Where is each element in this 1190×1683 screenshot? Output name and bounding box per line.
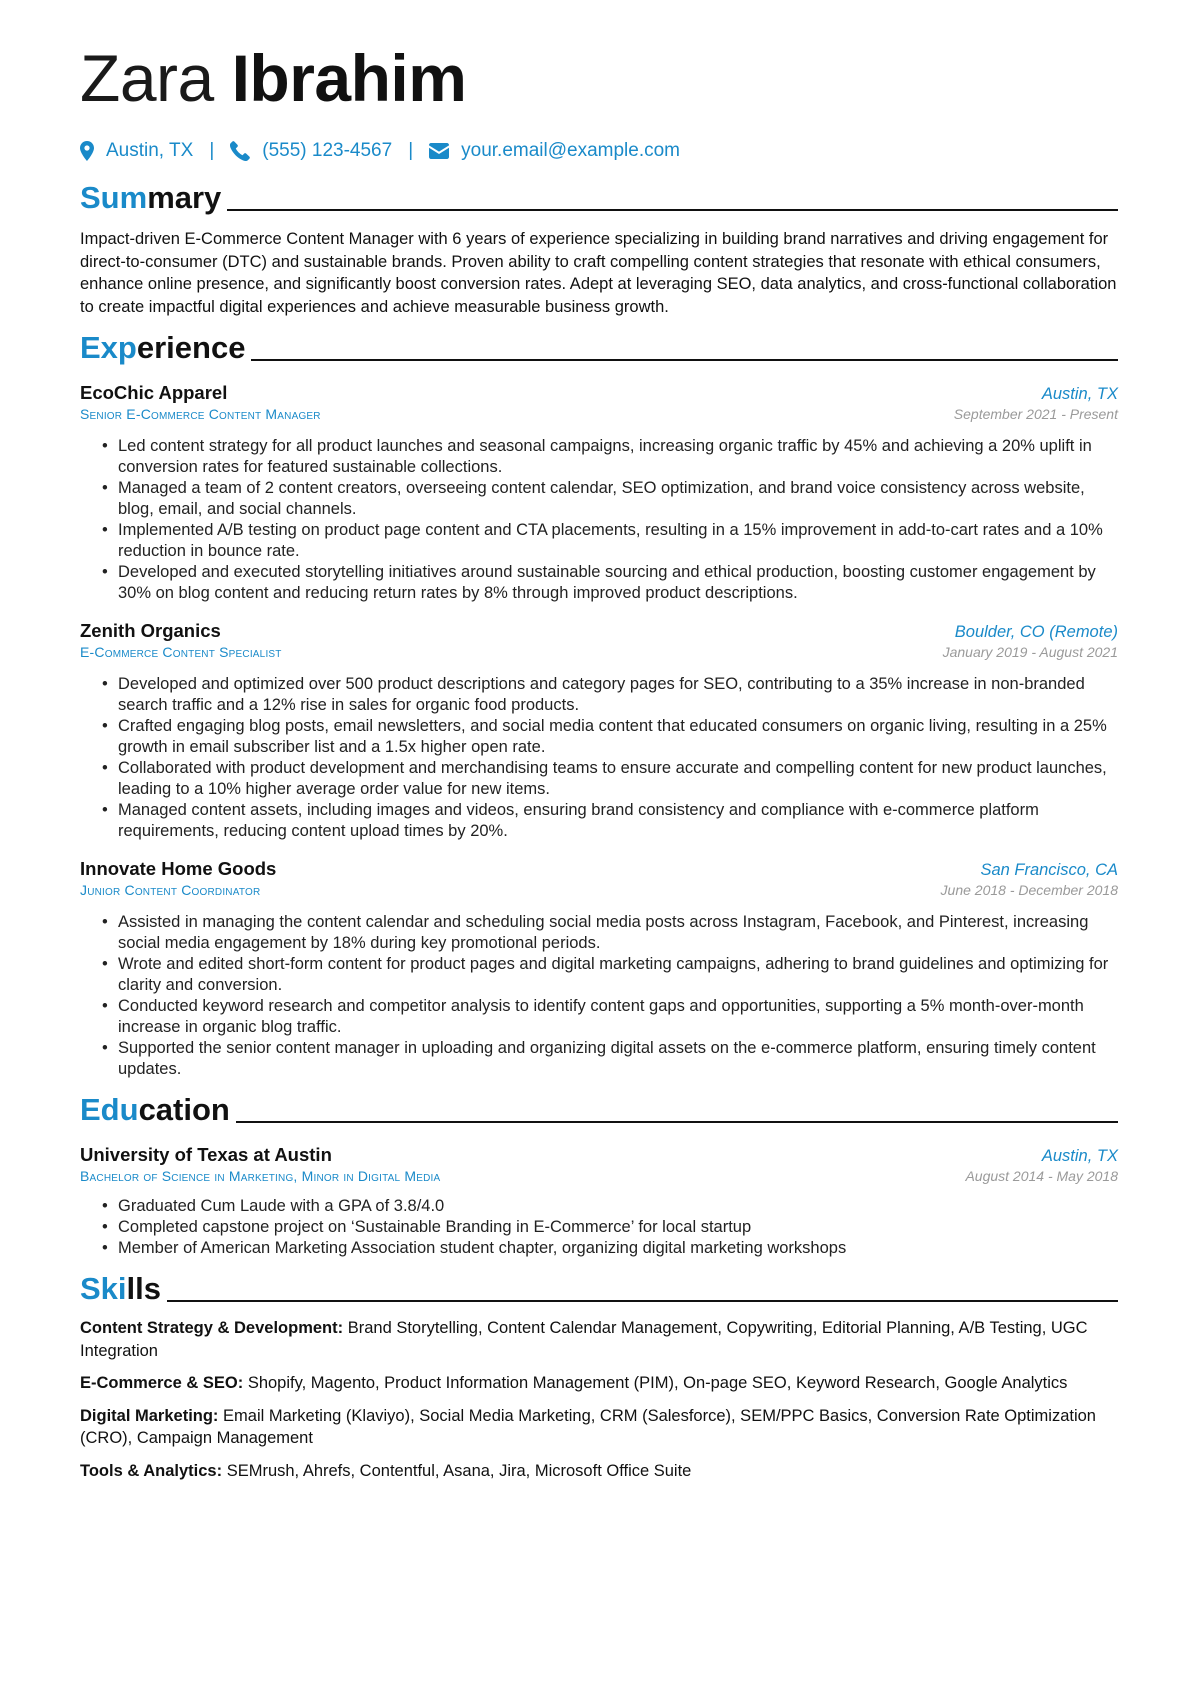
first-name: Zara — [80, 41, 214, 115]
skill-line — [80, 1460, 1118, 1483]
education-entry — [80, 1144, 1118, 1259]
job-title: Junior Content Coordinator — [80, 882, 261, 898]
job-bullets — [80, 912, 1118, 1080]
list-item: • Managed content assets, including images and videos, ensuring brand consistency and compliance with e-commerce platform requirements, reducing content upload times by 20%. — [102, 800, 1118, 842]
job-dates: January 2019 - August 2021 — [942, 644, 1118, 660]
list-item: • Conducted keyword research and competitor analysis to identify content gaps and opportunities, supporting a 5% month-over-month increase in organic blog traffic. — [102, 996, 1118, 1038]
experience-heading — [80, 330, 1118, 366]
skill-values: SEMrush, Ahrefs, Contentful, Asana, Jira, Microsoft Office Suite — [226, 1461, 692, 1480]
education-bullets — [80, 1196, 1118, 1259]
school-name: University of Texas at Austin — [80, 1144, 332, 1165]
skill-category: E-Commerce & SEO: — [80, 1374, 244, 1392]
contact-phone[interactable] — [230, 140, 392, 162]
job-location: Boulder, CO (Remote) — [954, 623, 1118, 641]
contact-email[interactable] — [429, 140, 680, 162]
job-dates: September 2021 - Present — [953, 406, 1118, 422]
email-link[interactable]: your.email@example.com — [461, 140, 680, 161]
company-name: Zenith Organics — [80, 620, 221, 641]
section-title: Skills — [80, 1271, 161, 1306]
job-entry — [80, 382, 1118, 604]
skill-line — [80, 1405, 1118, 1450]
degree: Bachelor of Science in Marketing, Minor in Digital Media — [80, 1168, 441, 1184]
list-item: • Led content strategy for all product launches and seasonal campaigns, increasing organic traffic by 45% and achieving a 20% uplift in conversion rates for featured sustainable collections. — [102, 436, 1118, 478]
phone-icon — [230, 141, 250, 161]
school-location: Austin, TX — [1041, 1147, 1118, 1165]
section-title: Summary — [80, 180, 222, 215]
job-location: San Francisco, CA — [980, 861, 1118, 879]
company-name: EcoChic Apparel — [80, 382, 228, 403]
job-dates: June 2018 - December 2018 — [940, 882, 1118, 898]
skill-values: Email Marketing (Klaviyo), Social Media Marketing, CRM (Salesforce), SEM/PPC Basics, Conversion Rate Optimization (CRO), Campaign Management — [80, 1406, 1096, 1447]
skills-heading — [80, 1271, 1118, 1307]
list-item: • Implemented A/B testing on product page content and CTA placements, resulting in a 15% improvement in add-to-cart rates and a 10% reduction in bounce rate. — [102, 520, 1118, 562]
list-item: • Supported the senior content manager in uploading and organizing digital assets on the e-commerce platform, ensuring timely content updates. — [102, 1038, 1118, 1080]
skill-line — [80, 1372, 1118, 1395]
list-item: • Completed capstone project on ‘Sustainable Branding in E-Commerce’ for local startup — [102, 1217, 1118, 1238]
skill-values: Brand Storytelling, Content Calendar Management, Copywriting, Editorial Planning, A/B Testing, UGC Integration — [80, 1319, 1088, 1360]
section-rule — [167, 1300, 1118, 1302]
skill-values: Shopify, Magento, Product Information Management (PIM), On-page SEO, Keyword Research, Google Analytics — [247, 1374, 1068, 1392]
skill-category: Tools & Analytics: — [80, 1461, 223, 1480]
map-marker-icon — [80, 141, 94, 161]
section-title: Education — [80, 1092, 230, 1127]
last-name: Ibrahim — [231, 41, 467, 115]
job-title: E-Commerce Content Specialist — [80, 644, 282, 660]
summary-heading — [80, 180, 1118, 216]
contact-bar — [80, 140, 1118, 162]
separator: | — [209, 140, 215, 161]
list-item: • Assisted in managing the content calendar and scheduling social media posts across Instagram, Facebook, and Pinterest, increasing social media engagement by 18% during key promotional periods. — [102, 912, 1118, 954]
job-entry — [80, 858, 1118, 1080]
section-rule — [251, 359, 1118, 361]
skill-category: Content Strategy & Development: — [80, 1319, 344, 1337]
education-heading — [80, 1092, 1118, 1128]
job-title: Senior E-Commerce Content Manager — [80, 406, 321, 422]
list-item: • Collaborated with product development and merchandising teams to ensure accurate and compelling content for new product launches, leading to a 10% higher average order value for new items. — [102, 758, 1118, 800]
list-item: • Member of American Marketing Association student chapter, organizing digital marketing workshops — [102, 1238, 1118, 1259]
skill-line — [80, 1317, 1118, 1362]
section-rule — [227, 209, 1118, 211]
skills-list — [80, 1317, 1118, 1482]
envelope-icon — [429, 143, 449, 159]
list-item: • Crafted engaging blog posts, email newsletters, and social media content that educated consumers on organic living, resulting in a 25% growth in email subscriber list and a 1.5x higher open rate. — [102, 716, 1118, 758]
section-title: Experience — [80, 330, 246, 365]
summary-text: Impact-driven E-Commerce Content Manager with 6 years of experience specializing in building brand narratives and driving engagement for direct-to-consumer (DTC) and sustainable brands. Proven ability to craft compelling content strategies that resonate with ethical consumers, enhance online presence, and significantly boost conversion rates. Adept at leveraging SEO, data analytics, and cross-functional collaboration to create impactful digital experiences and achieve measurable business growth. — [80, 230, 1117, 316]
list-item: • Developed and optimized over 500 product descriptions and category pages for SEO, contributing to a 35% increase in non-branded search traffic and a 12% rise in sales for organic food products. — [102, 674, 1118, 716]
section-rule — [236, 1121, 1118, 1123]
list-item: • Managed a team of 2 content creators, overseeing content calendar, SEO optimization, and brand voice consistency across website, blog, email, and social channels. — [102, 478, 1118, 520]
education-dates: August 2014 - May 2018 — [965, 1168, 1118, 1184]
contact-location — [80, 140, 193, 162]
list-item: • Developed and executed storytelling initiatives around sustainable sourcing and ethical production, boosting customer engagement by 30% on blog content and reducing return rates by 8% through improved product descriptions. — [102, 562, 1118, 604]
job-entry — [80, 620, 1118, 842]
job-bullets — [80, 674, 1118, 842]
list-item: • Graduated Cum Laude with a GPA of 3.8/4.0 — [102, 1196, 1118, 1217]
list-item: • Wrote and edited short-form content for product pages and digital marketing campaigns, adhering to brand guidelines and optimizing for clarity and conversion. — [102, 954, 1118, 996]
phone-text: (555) 123-4567 — [262, 140, 393, 161]
job-location: Austin, TX — [1041, 385, 1118, 403]
separator: | — [408, 140, 414, 161]
skill-category: Digital Marketing: — [80, 1406, 219, 1425]
location-text: Austin, TX — [106, 140, 194, 161]
company-name: Innovate Home Goods — [80, 858, 277, 879]
job-bullets — [80, 436, 1118, 604]
full-name — [80, 38, 1118, 118]
